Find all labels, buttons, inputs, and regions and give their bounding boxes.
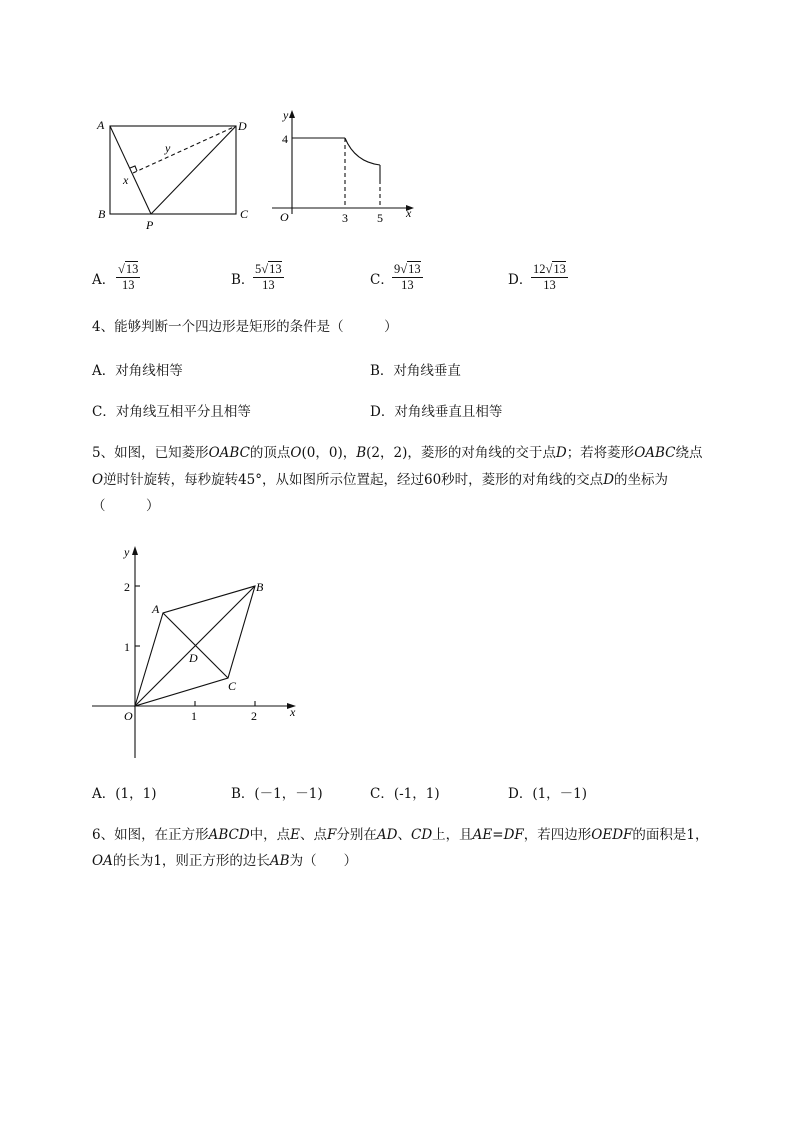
label-P: P xyxy=(146,218,154,232)
label-C: C xyxy=(240,207,249,221)
label-D: D xyxy=(238,119,247,133)
label-D: D xyxy=(189,651,198,665)
segment-ap xyxy=(110,126,151,214)
q5-option-a[interactable]: A．(1，1) xyxy=(92,786,157,802)
q4-option-c[interactable]: C．对角线互相平分且相等 xyxy=(92,404,251,420)
label-C: C xyxy=(228,679,237,693)
axis-label-x: x xyxy=(406,206,412,220)
q6-stem-line1: 6、如图，在正方形ABCD中，点E、点F分别在AD、CD上，且AE=DF，若四边形OEDF的面积是1， xyxy=(92,827,709,843)
label-B: B xyxy=(98,207,106,221)
q5-option-d[interactable]: D．(1，－1) xyxy=(508,786,588,802)
label-x: x xyxy=(290,705,296,719)
option-letter: D． xyxy=(508,272,533,288)
label-x: x xyxy=(123,173,129,187)
q4-option-b[interactable]: B．对角线垂直 xyxy=(370,363,461,379)
tick-label-3: 3 xyxy=(342,211,348,225)
q5-stem-line3: （ ） xyxy=(92,498,160,514)
label-A: A xyxy=(97,118,105,132)
option-letter: B． xyxy=(231,272,255,288)
fraction: $\frac{5√13}{13}$ xyxy=(255,262,282,292)
tick-label-4: 4 xyxy=(282,132,288,146)
option-letter: C． xyxy=(370,272,394,288)
q4-option-d[interactable]: D．对角线垂直且相等 xyxy=(370,404,503,420)
rectangle-figure xyxy=(90,112,260,237)
function-graph xyxy=(268,104,418,229)
fraction: $\frac{√13}{13}$ xyxy=(118,262,139,292)
axis-label-y: y xyxy=(283,108,289,122)
q4-stem: 4、能够判断一个四边形是矩形的条件是（ ） xyxy=(92,319,398,335)
origin-label: O xyxy=(280,210,289,224)
label-B: B xyxy=(256,580,264,594)
label-A: A xyxy=(152,602,160,616)
q6-stem-line2: OA的长为1，则正方形的边长AB为（ ） xyxy=(92,853,358,869)
q5-option-c[interactable]: C．(-1，1) xyxy=(370,786,440,802)
fraction: $\frac{9√13}{13}$ xyxy=(394,262,421,292)
q5-stem-line1: 5、如图，已知菱形OABC的顶点O(0，0)，B(2，2)，菱形的对角线的交于点D；若将菱形OABC绕点 xyxy=(92,445,703,461)
q5-option-b[interactable]: B．(－1，－1) xyxy=(231,786,323,802)
rhombus-figure xyxy=(88,540,308,765)
tick-label-x1: 1 xyxy=(191,709,197,723)
tick-label-x2: 2 xyxy=(251,709,257,723)
tick-label-5: 5 xyxy=(377,211,383,225)
graph-curve xyxy=(345,138,380,165)
q4-option-a[interactable]: A．对角线相等 xyxy=(92,363,183,379)
tick-label-y1: 1 xyxy=(124,640,130,654)
option-letter: A． xyxy=(92,272,116,288)
label-O: O xyxy=(124,709,133,723)
rectangle-abcd xyxy=(110,126,236,214)
q5-stem-line2: O逆时针旋转，每秒旋转45°，从如图所示位置起，经过60秒时，菱形的对角线的交点D的坐标为 xyxy=(92,472,669,488)
perpendicular-dashed xyxy=(133,126,236,173)
fraction: $\frac{12√13}{13}$ xyxy=(533,262,566,292)
tick-label-y2: 2 xyxy=(124,580,130,594)
segment-pd xyxy=(151,126,236,214)
label-y: y xyxy=(124,545,130,559)
label-y: y xyxy=(165,141,171,155)
